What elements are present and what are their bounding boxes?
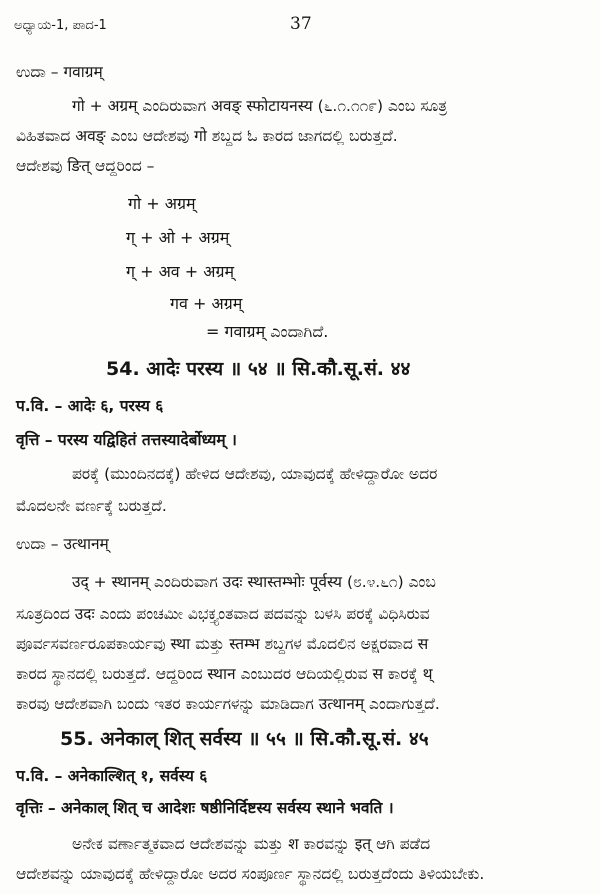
paragraph-line: ಆದೇಶವನ್ನು ಯಾವುದಕ್ಕೆ ಹೇಳಿದ್ದಾರೋ ಅದರ ಸಂಪೂರ್ಣ ಸ್ಥಾನದಲ್ಲಿ ಬರುತ್ತದೆಂದು ತಿಳಿಯಬೇಕು.	[16, 865, 485, 883]
sutra-heading: 55. अनेकाल् शित् सर्वस्य ॥ ५५ ॥ सि.कौ.सू.सं. ४५	[60, 728, 429, 750]
derivation-step: ग् + अव + अग्रम्	[126, 262, 235, 281]
vritti: वृत्ति – परस्य यद्विहितं तत्तस्यादेर्बोध्यम् ।	[16, 431, 237, 449]
paragraph-line: ಕಾರದ ಸ್ಥಾನದಲ್ಲಿ ಬರುತ್ತದೆ. ಆದ್ದರಿಂದ स्थान ಎಂಬುದರ ಆದಿಯಲ್ಲಿರುವ स ಕಾರಕ್ಕೆ थ्	[16, 665, 433, 683]
derivation-step: गो + अग्रम्	[128, 194, 196, 213]
paragraph-line: ಆದೇಶವು ङित् ಆದ್ದರಿಂದ –	[16, 157, 155, 175]
paragraph-line: ಕಾರವು ಆದೇಶವಾಗಿ ಬಂದು ಇತರ ಕಾರ್ಯಗಳನ್ನು ಮಾಡಿದಾಗ उत्थानम् ಎಂದಾಗುತ್ತದೆ.	[16, 695, 440, 713]
paragraph-line: गो + अग्रम् ಎಂದಿರುವಾಗ अवङ् स्फोटायनस्य (೬.೧.೧೧೯) ಎಂಬ ಸೂತ್ರ	[72, 97, 448, 115]
vritti: वृत्तिः – अनेकाल् शित् च आदेशः षष्ठीनिर्दिष्टस्य सर्वस्य स्थाने भवति ।	[16, 799, 394, 817]
derivation-result: = गवाग्रम् ಎಂದಾಗಿದೆ.	[206, 322, 329, 341]
padavibhaga: प.वि. – अनेकाल्शित् १, सर्वस्य ६	[16, 767, 208, 785]
paragraph-line: ಪರಕ್ಕೆ (ಮುಂದಿನದಕ್ಕೆ) ಹೇಳಿದ ಆದೇಶವು, ಯಾವುದಕ್ಕೆ ಹೇಳಿದ್ದಾರೋ ಅದರ	[72, 465, 438, 483]
paragraph-line: ಪೂರ್ವಸವರ್ಣರೂಪಕಾರ್ಯವು स्था ಮತ್ತು स्तम्भ ಶಬ್ದಗಳ ಮೊದಲಿನ ಅಕ್ಷರವಾದ स	[16, 635, 429, 653]
sutra-heading: 54. आदेः परस्य ॥ ५४ ॥ सि.कौ.सू.सं. ४४	[106, 358, 411, 380]
paragraph-line: ಸೂತ್ರದಿಂದ उदः ಎಂದು ಪಂಚಮೀ ವಿಭಕ್ತ್ಯಂತವಾದ ಪದವನ್ನು ಬಳಸಿ ಪರಕ್ಕೆ ವಿಧಿಸಿರುವ	[16, 605, 430, 623]
paragraph-line: ವಿಹಿತವಾದ अवङ् ಎಂಬ ಆದೇಶವು गो ಶಬ್ದದ ಓ ಕಾರದ ಜಾಗದಲ್ಲಿ ಬರುತ್ತದೆ.	[16, 127, 398, 145]
example-label: ಉದಾ – उत्थानम्	[16, 535, 109, 553]
paragraph-line: ಅನೇಕ ವರ್ಣಾತ್ಮಕವಾದ ಆದೇಶವನ್ನು ಮತ್ತು श ಕಾರವನ್ನು इत् ಆಗಿ ಪಡೆದ	[72, 835, 431, 853]
derivation-step: ग् + ओ + अग्रम्	[126, 228, 230, 247]
derivation-step: गव + अग्रम्	[170, 294, 243, 313]
padavibhaga: प.वि. – आदेः ६, परस्य ६	[16, 397, 164, 415]
page-number: 37	[290, 14, 312, 34]
example-label: ಉದಾ – गवाग्रम्	[16, 63, 103, 81]
chapter-header: ಅಧ್ಯಾಯ-1, ಪಾದ-1	[14, 18, 107, 33]
paragraph-line: ಮೊದಲನೇ ವರ್ಣಕ್ಕೆ ಬರುತ್ತದೆ.	[16, 497, 167, 515]
paragraph-line: उद् + स्थानम् ಎಂದಿರುವಾಗ उदः स्थास्तम्भोः पूर्वस्य (೮.೪.೬೧) ಎಂಬ	[72, 573, 436, 591]
